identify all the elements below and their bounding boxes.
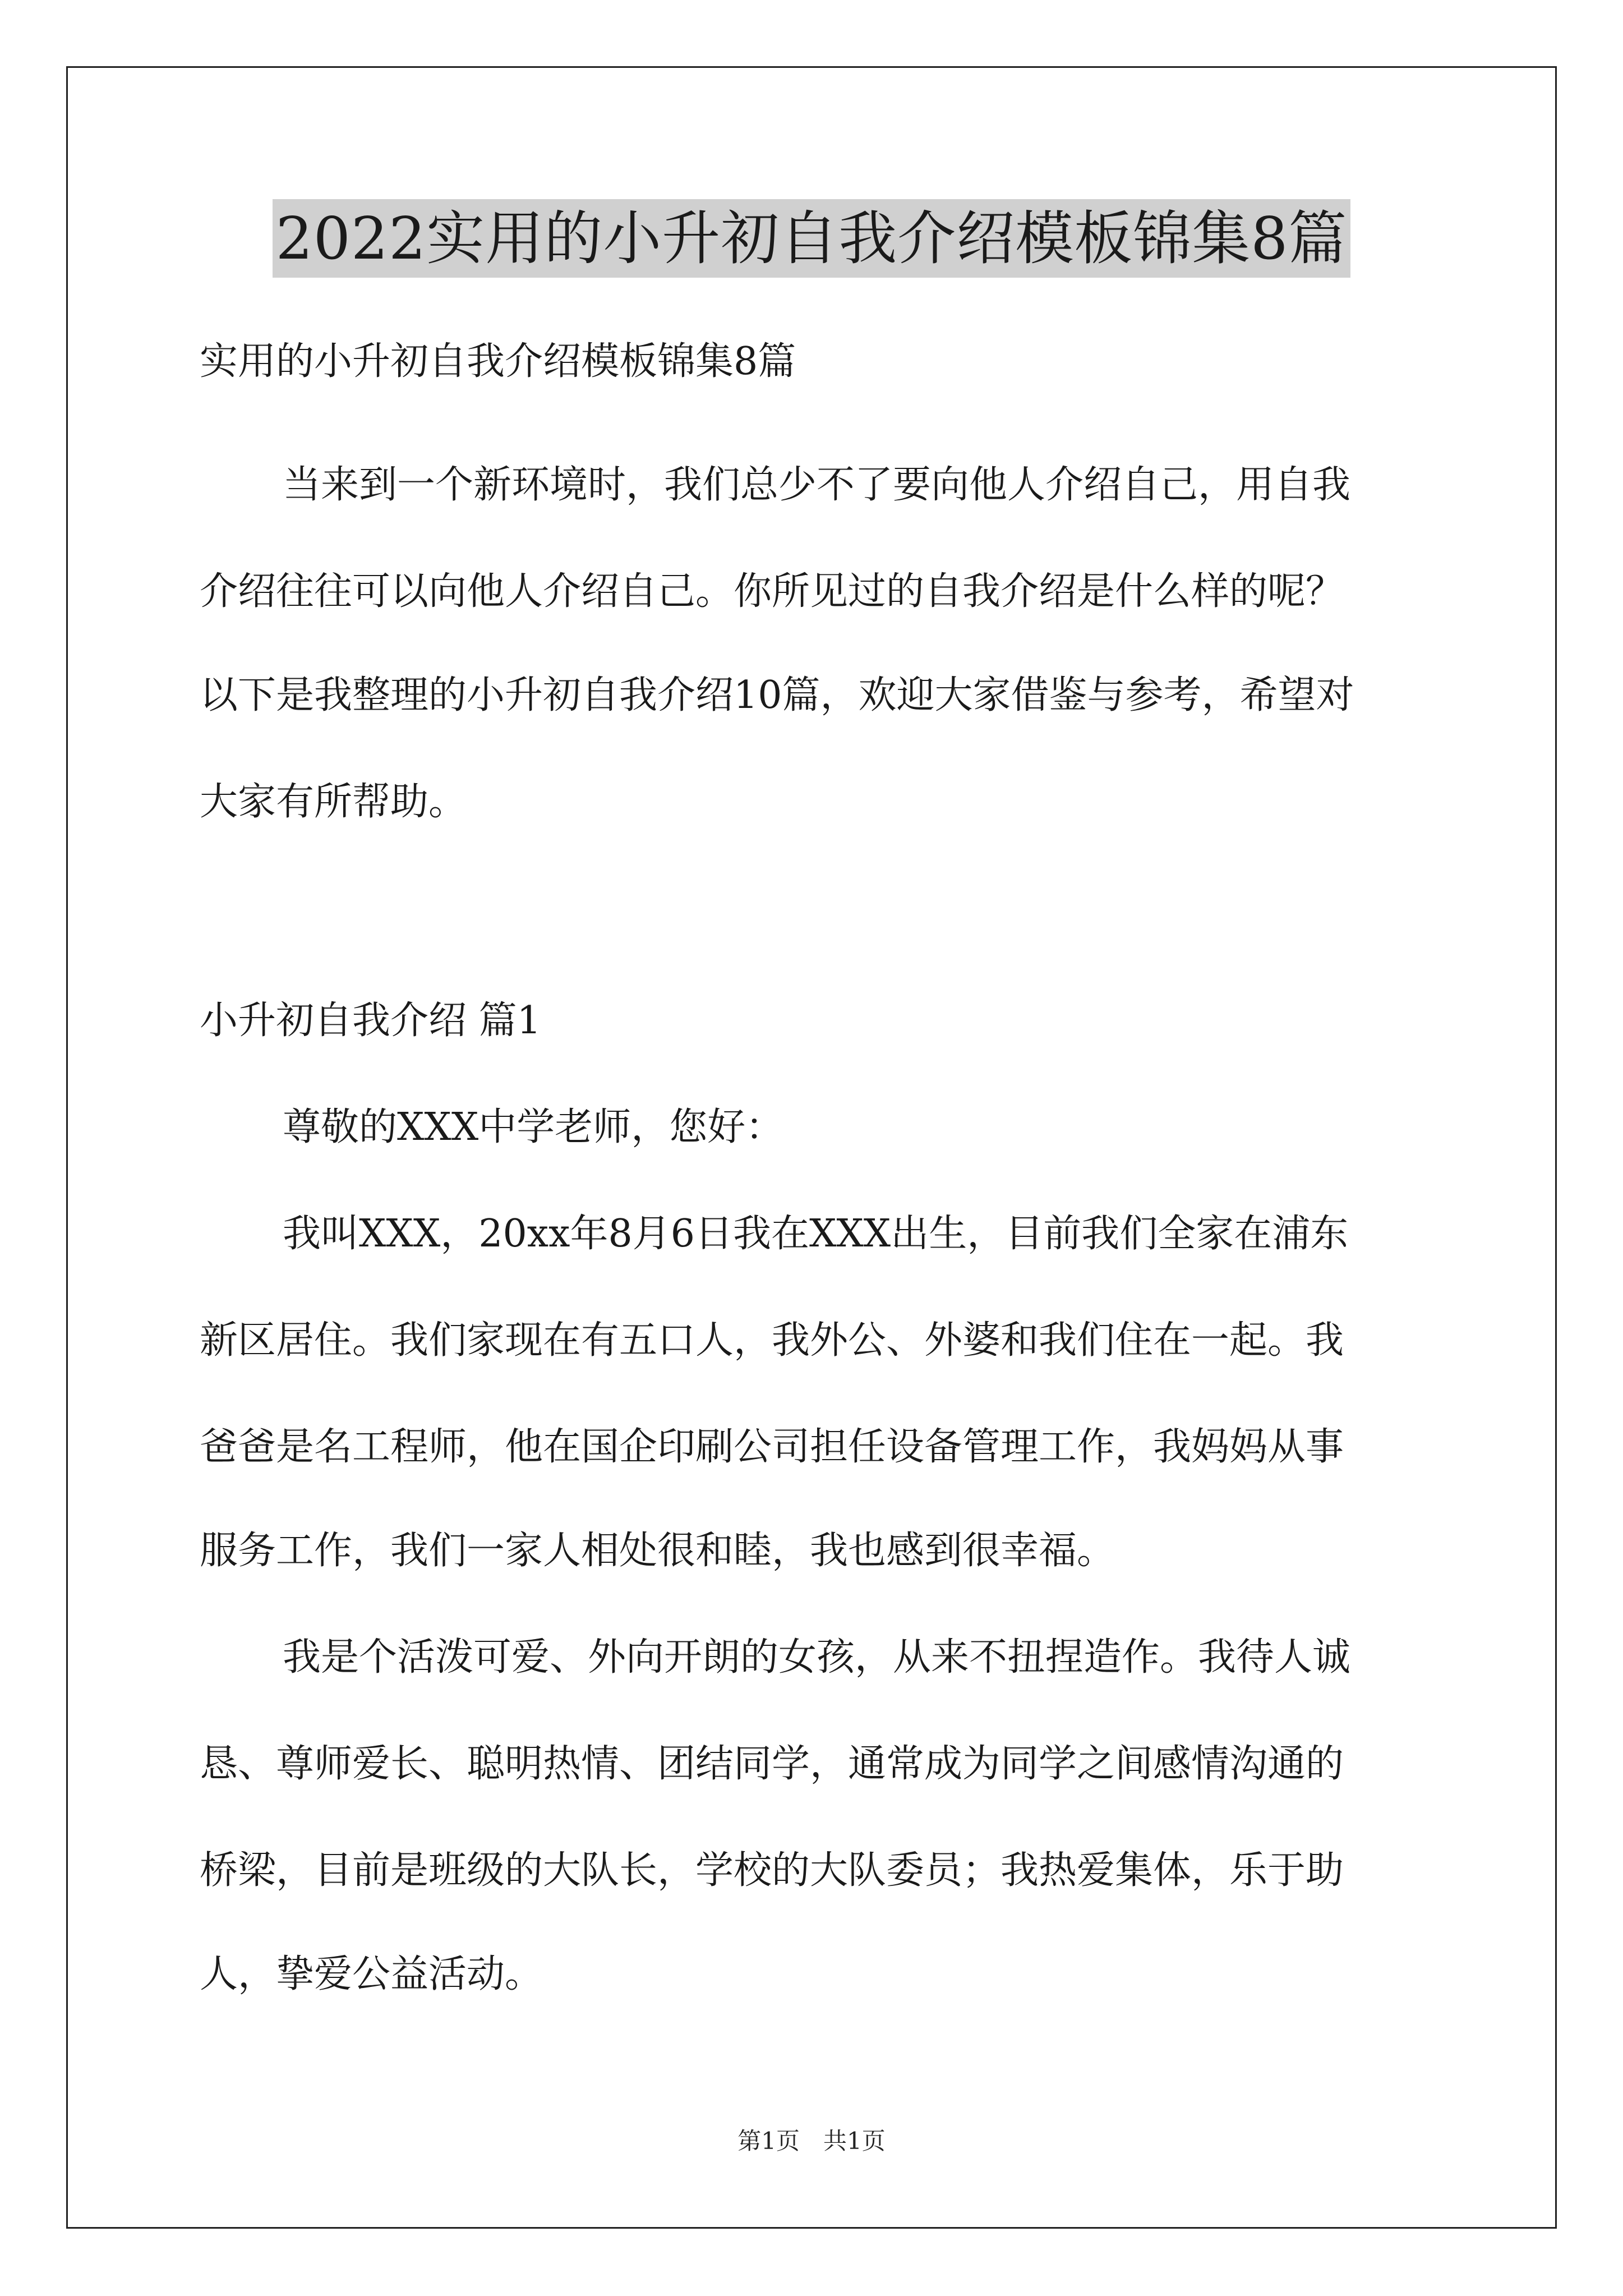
paragraph-line: 服务工作，我们一家人相处很和睦，我也感到很幸福。 — [200, 1529, 1115, 1573]
paragraph-line: 我是个活泼可爱、外向开朗的女孩，从来不扭捏造作。我待人诚 — [283, 1635, 1351, 1680]
subtitle: 实用的小升初自我介绍模板锦集8篇 — [200, 339, 796, 384]
paragraph-line: 我叫XXX，20xx年8月6日我在XXX出生，目前我们全家在浦东 — [283, 1212, 1349, 1256]
paragraph-line: 新区居住。我们家现在有五口人，我外公、外婆和我们住在一起。我 — [200, 1318, 1344, 1363]
paragraph-line: 人，挚爱公益活动。 — [200, 1952, 543, 1996]
page-footer: 第1页 共1页 — [737, 2127, 886, 2155]
paragraph-line: 桥梁，目前是班级的大队长，学校的大队委员；我热爱集体，乐于助 — [200, 1848, 1344, 1893]
intro-line: 以下是我整理的小升初自我介绍10篇，欢迎大家借鉴与参考，希望对 — [200, 673, 1354, 717]
title-container — [0, 199, 1623, 278]
section-heading: 小升初自我介绍 篇1 — [200, 999, 541, 1043]
document-title: 2022实用的小升初自我介绍模板锦集8篇 — [273, 199, 1351, 278]
intro-line: 介绍往往可以向他人介绍自己。你所见过的自我介绍是什么样的呢？ — [200, 569, 1344, 614]
paragraph-line: 恳、尊师爱长、聪明热情、团结同学，通常成为同学之间感情沟通的 — [200, 1742, 1344, 1786]
intro-line: 当来到一个新环境时，我们总少不了要向他人介绍自己，用自我 — [283, 463, 1351, 507]
greeting: 尊敬的XXX中学老师，您好： — [283, 1105, 784, 1149]
paragraph-line: 爸爸是名工程师，他在国企印刷公司担任设备管理工作，我妈妈从事 — [200, 1425, 1344, 1469]
intro-line: 大家有所帮助。 — [200, 780, 467, 824]
